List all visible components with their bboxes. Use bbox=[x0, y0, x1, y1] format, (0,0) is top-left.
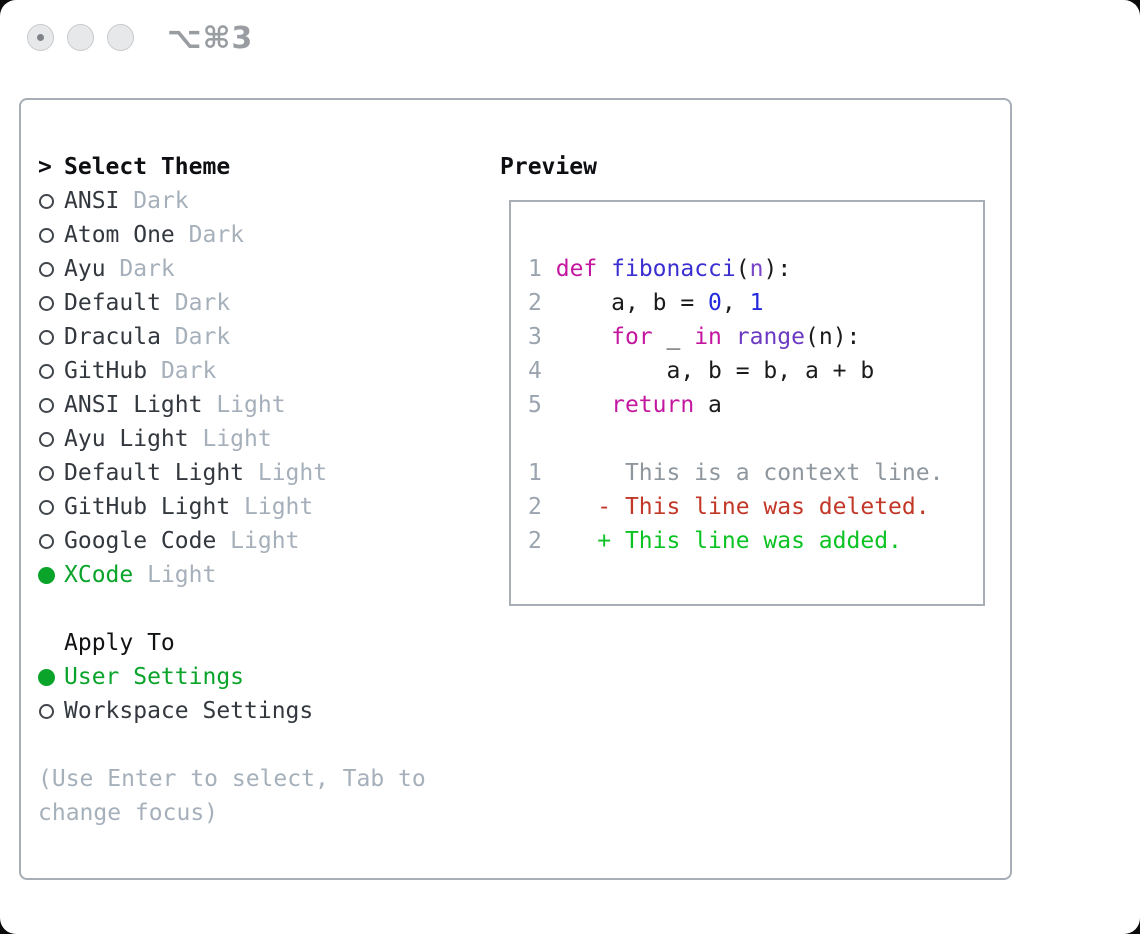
select-theme-header bbox=[38, 150, 426, 184]
radio-icon bbox=[39, 704, 54, 719]
blank-line bbox=[528, 422, 983, 456]
select-theme-title: Select Theme bbox=[64, 154, 231, 180]
theme-name: Google Code bbox=[64, 528, 217, 554]
radio-icon bbox=[39, 262, 54, 277]
code-token: (n): bbox=[805, 324, 861, 350]
radio-icon bbox=[39, 364, 54, 379]
theme-variant: Light bbox=[188, 426, 272, 452]
help-line: change focus) bbox=[38, 800, 219, 826]
theme-variant: Light bbox=[216, 528, 300, 554]
code-token: range bbox=[735, 324, 806, 350]
code-token: n bbox=[749, 256, 764, 282]
code-token: + This line was added. bbox=[597, 528, 902, 554]
cursor-prefix: > bbox=[38, 154, 52, 180]
theme-variant: Dark bbox=[160, 290, 231, 316]
radio-icon bbox=[39, 432, 54, 447]
theme-variant: Light bbox=[244, 460, 328, 486]
code-token: This is a context line. bbox=[541, 460, 944, 486]
radio-icon bbox=[39, 500, 54, 515]
theme-option-github-light[interactable] bbox=[38, 490, 426, 524]
diff-line bbox=[528, 524, 983, 558]
theme-option-ayu-light[interactable] bbox=[38, 422, 426, 456]
titlebar bbox=[27, 24, 134, 51]
code-token bbox=[542, 256, 556, 282]
code-token: , bbox=[721, 290, 750, 316]
theme-name: Dracula bbox=[64, 324, 161, 350]
traffic-light-minimize[interactable] bbox=[67, 24, 94, 51]
line-number: 1 bbox=[528, 256, 542, 282]
theme-option-github[interactable] bbox=[38, 354, 426, 388]
theme-option-default-light[interactable] bbox=[38, 456, 426, 490]
theme-variant: Dark bbox=[160, 324, 231, 350]
code-token: in bbox=[694, 324, 722, 350]
theme-option-ansi-light[interactable] bbox=[38, 388, 426, 422]
traffic-light-zoom[interactable] bbox=[107, 24, 134, 51]
code-token: a, b = b, a + b bbox=[541, 358, 875, 384]
code-token: ( bbox=[735, 256, 750, 282]
theme-option-ansi[interactable] bbox=[38, 184, 426, 218]
theme-list bbox=[38, 184, 426, 592]
theme-option-google-code[interactable] bbox=[38, 524, 426, 558]
code-preview bbox=[528, 252, 983, 558]
spacer bbox=[38, 592, 426, 626]
line-number: 2 bbox=[528, 290, 542, 316]
theme-column bbox=[38, 150, 426, 830]
theme-option-ayu[interactable] bbox=[38, 252, 426, 286]
code-token bbox=[542, 494, 597, 520]
code-token: 0 bbox=[708, 290, 722, 316]
traffic-light-close[interactable] bbox=[27, 24, 54, 51]
radio-icon bbox=[39, 466, 54, 481]
theme-name: Ayu Light bbox=[64, 426, 189, 452]
code-token: a, b = bbox=[541, 290, 709, 316]
theme-variant: Light bbox=[202, 392, 286, 418]
radio-icon bbox=[39, 398, 54, 413]
line-number: 4 bbox=[528, 358, 542, 384]
radio-icon bbox=[39, 534, 54, 549]
code-token: for bbox=[611, 324, 653, 350]
code-token bbox=[722, 324, 736, 350]
code-token bbox=[542, 324, 611, 350]
theme-variant: Dark bbox=[105, 256, 175, 282]
radio-icon bbox=[39, 296, 54, 311]
theme-option-xcode[interactable] bbox=[38, 558, 426, 592]
code-token bbox=[542, 392, 611, 418]
theme-name: Default bbox=[64, 290, 161, 316]
theme-name: GitHub Light bbox=[64, 494, 231, 520]
theme-variant: Light bbox=[133, 562, 217, 588]
apply-to-header bbox=[38, 626, 426, 660]
code-token: a bbox=[694, 392, 722, 418]
code-token: def bbox=[555, 256, 598, 282]
apply-option-label: Workspace Settings bbox=[64, 698, 314, 724]
preview-box bbox=[509, 200, 985, 606]
theme-selector-panel bbox=[19, 98, 1012, 880]
theme-name: GitHub bbox=[64, 358, 148, 384]
code-line bbox=[528, 252, 983, 286]
theme-name: Atom One bbox=[64, 222, 175, 248]
theme-option-dracula[interactable] bbox=[38, 320, 426, 354]
theme-variant: Dark bbox=[174, 222, 245, 248]
help-line: (Use Enter to select, Tab to bbox=[38, 766, 426, 792]
line-number: 2 bbox=[528, 528, 542, 554]
theme-name: Default Light bbox=[64, 460, 245, 486]
apply-option-workspace-settings[interactable] bbox=[38, 694, 426, 728]
radio-icon bbox=[39, 330, 54, 345]
theme-name: ANSI Light bbox=[64, 392, 203, 418]
theme-variant: Dark bbox=[119, 188, 189, 214]
radio-icon bbox=[39, 194, 54, 209]
theme-option-default[interactable] bbox=[38, 286, 426, 320]
apply-option-label: User Settings bbox=[64, 664, 245, 690]
apply-to-list bbox=[38, 660, 426, 728]
apply-option-user-settings[interactable] bbox=[38, 660, 426, 694]
code-line bbox=[528, 286, 983, 320]
theme-name: Ayu bbox=[64, 256, 106, 282]
code-line bbox=[528, 354, 983, 388]
theme-name: XCode bbox=[64, 562, 134, 588]
line-number: 2 bbox=[528, 494, 542, 520]
help-text bbox=[38, 762, 426, 830]
code-token: - This line was deleted. bbox=[597, 494, 930, 520]
code-token: _ bbox=[652, 324, 695, 350]
radio-selected-icon bbox=[38, 669, 55, 686]
code-line bbox=[528, 320, 983, 354]
radio-icon bbox=[39, 228, 54, 243]
code-token: return bbox=[611, 392, 695, 418]
theme-name: ANSI bbox=[64, 188, 120, 214]
code-token: 1 bbox=[749, 290, 764, 316]
code-line bbox=[528, 388, 983, 422]
preview-title: Preview bbox=[500, 154, 597, 180]
radio-selected-icon bbox=[38, 567, 55, 584]
line-number: 5 bbox=[528, 392, 542, 418]
keyboard-shortcut-label: ⌥⌘3 bbox=[167, 21, 254, 56]
spacer bbox=[38, 728, 426, 762]
theme-option-atom-one[interactable] bbox=[38, 218, 426, 252]
theme-variant: Dark bbox=[147, 358, 217, 384]
apply-to-title: Apply To bbox=[64, 630, 175, 656]
diff-line bbox=[528, 456, 983, 490]
code-token bbox=[542, 528, 597, 554]
code-token: fibonacci bbox=[611, 256, 736, 282]
line-number: 3 bbox=[528, 324, 542, 350]
code-token bbox=[597, 256, 611, 282]
theme-variant: Light bbox=[230, 494, 314, 520]
code-token: ): bbox=[763, 256, 792, 282]
line-number: 1 bbox=[528, 460, 542, 486]
diff-line bbox=[528, 490, 983, 524]
